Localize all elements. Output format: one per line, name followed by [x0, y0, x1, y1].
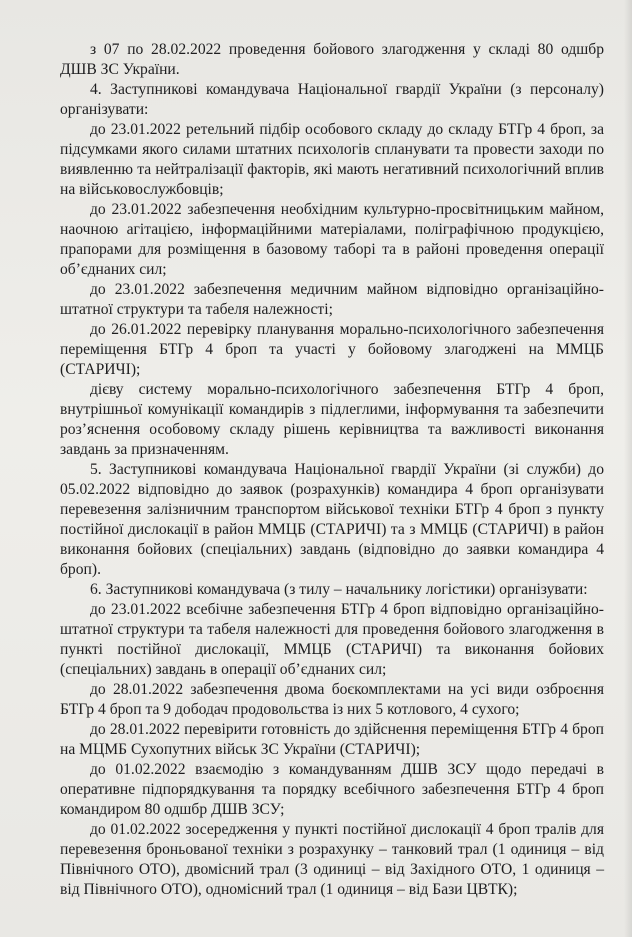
paragraph-planning-check: до 26.01.2022 перевірку планування морально-психологічного забезпечення переміщення БТГр 4 броп та участі у бойовому злагоджені на ММЦБ (СТАРИЧІ);	[60, 321, 604, 378]
section-5-transport: 5. Заступникові командувача Національної гвардії України (зі служби) до 05.02.2022 відповідно до заявок (розрахунків) командира 4 броп організувати перевезення залізничним транспортом військової техніки БТГр 4 броп з пункту постійної дислокації в район ММЦБ (СТАРИЧІ) та з ММЦБ (СТАРИЧІ) в район виконання бойових (спеціальних) завдань (відповідно до заявки командира 4 броп).	[60, 461, 604, 578]
paragraph-medical-supply: до 23.01.2022 забезпечення медичним майном відповідно організаційно-штатної структури та табеля належності;	[60, 281, 604, 318]
paragraph-trawl-concentration: до 01.02.2022 зосередження у пункті постійної дислокації 4 броп тралів для перевезення броньованої техніки з розрахунку – танковий трал (1 одиниця – від Північного ОТО), двомісний трал (3 одиниці – від Західного ОТО, 1 одиниця – від Північного ОТО), одномісний трал (1 одиниця – від Бази ЦВТК);	[60, 821, 604, 898]
paragraph-deadline-combat-training: з 07 по 28.02.2022 проведення бойового злагодження у складі 80 одшбр ДШВ ЗС України.	[60, 41, 604, 78]
paragraph-comprehensive-supply: до 23.01.2022 всебічне забезпечення БТГр 4 броп відповідно організаційно-штатної структури та табеля належності для проведення бойового злагодження в пункті постійної дислокації, ММЦБ (СТАРИЧІ) та виконання бойових (спеціальних) завдань в операції об’єднаних сил;	[60, 601, 604, 678]
page-edge-shadow	[624, 0, 632, 937]
paragraph-personnel-selection: до 23.01.2022 ретельний підбір особового складу до складу БТГр 4 броп, за підсумками якого силами штатних психологів спланувати та провести заходи по виявленню та нейтралізації факторів, які мають негативний психологічний вплив на військовослужбовців;	[60, 121, 604, 198]
section-4-heading: 4. Заступникові командувача Національної гвардії України (з персоналу) організувати:	[60, 81, 604, 118]
paragraph-readiness-check: до 28.01.2022 перевірити готовність до здійснення переміщення БТГр 4 броп на МЦМБ Сухопутних військ ЗС України (СТАРИЧІ);	[60, 721, 604, 758]
paragraph-ammunition-supply: до 28.01.2022 забезпечення двома боєкомплектами на усі види озброєння БТГр 4 броп та 9 дободач продовольства із них 5 котлового, 4 сухого;	[60, 681, 604, 718]
section-6-heading: 6. Заступникові командувача (з тилу – начальнику логістики) організувати:	[90, 581, 588, 598]
paragraph-cultural-supply: до 23.01.2022 забезпечення необхідним культурно-просвітницьким майном, наочною агітацією, інформаційними матеріалами, поліграфічною продукцією, прапорами для розміщення в базовому таборі та в районі проведення операції об’єднаних сил;	[60, 201, 604, 278]
paragraph-psychological-support: дієву систему морально-психологічного забезпечення БТГр 4 броп, внутрішньої комунікації командирів з підлеглими, інформування та забезпечити роз’яснення особовому складу рішень керівництва та важливості виконання завдань за призначенням.	[60, 381, 604, 458]
paragraph-interaction-command: до 01.02.2022 взаємодію з командуванням ДШВ ЗСУ щодо передачі в оперативне підпорядкування та порядку всебічного забезпечення БТГр 4 броп командиром 80 одшбр ДШВ ЗСУ;	[60, 761, 604, 818]
